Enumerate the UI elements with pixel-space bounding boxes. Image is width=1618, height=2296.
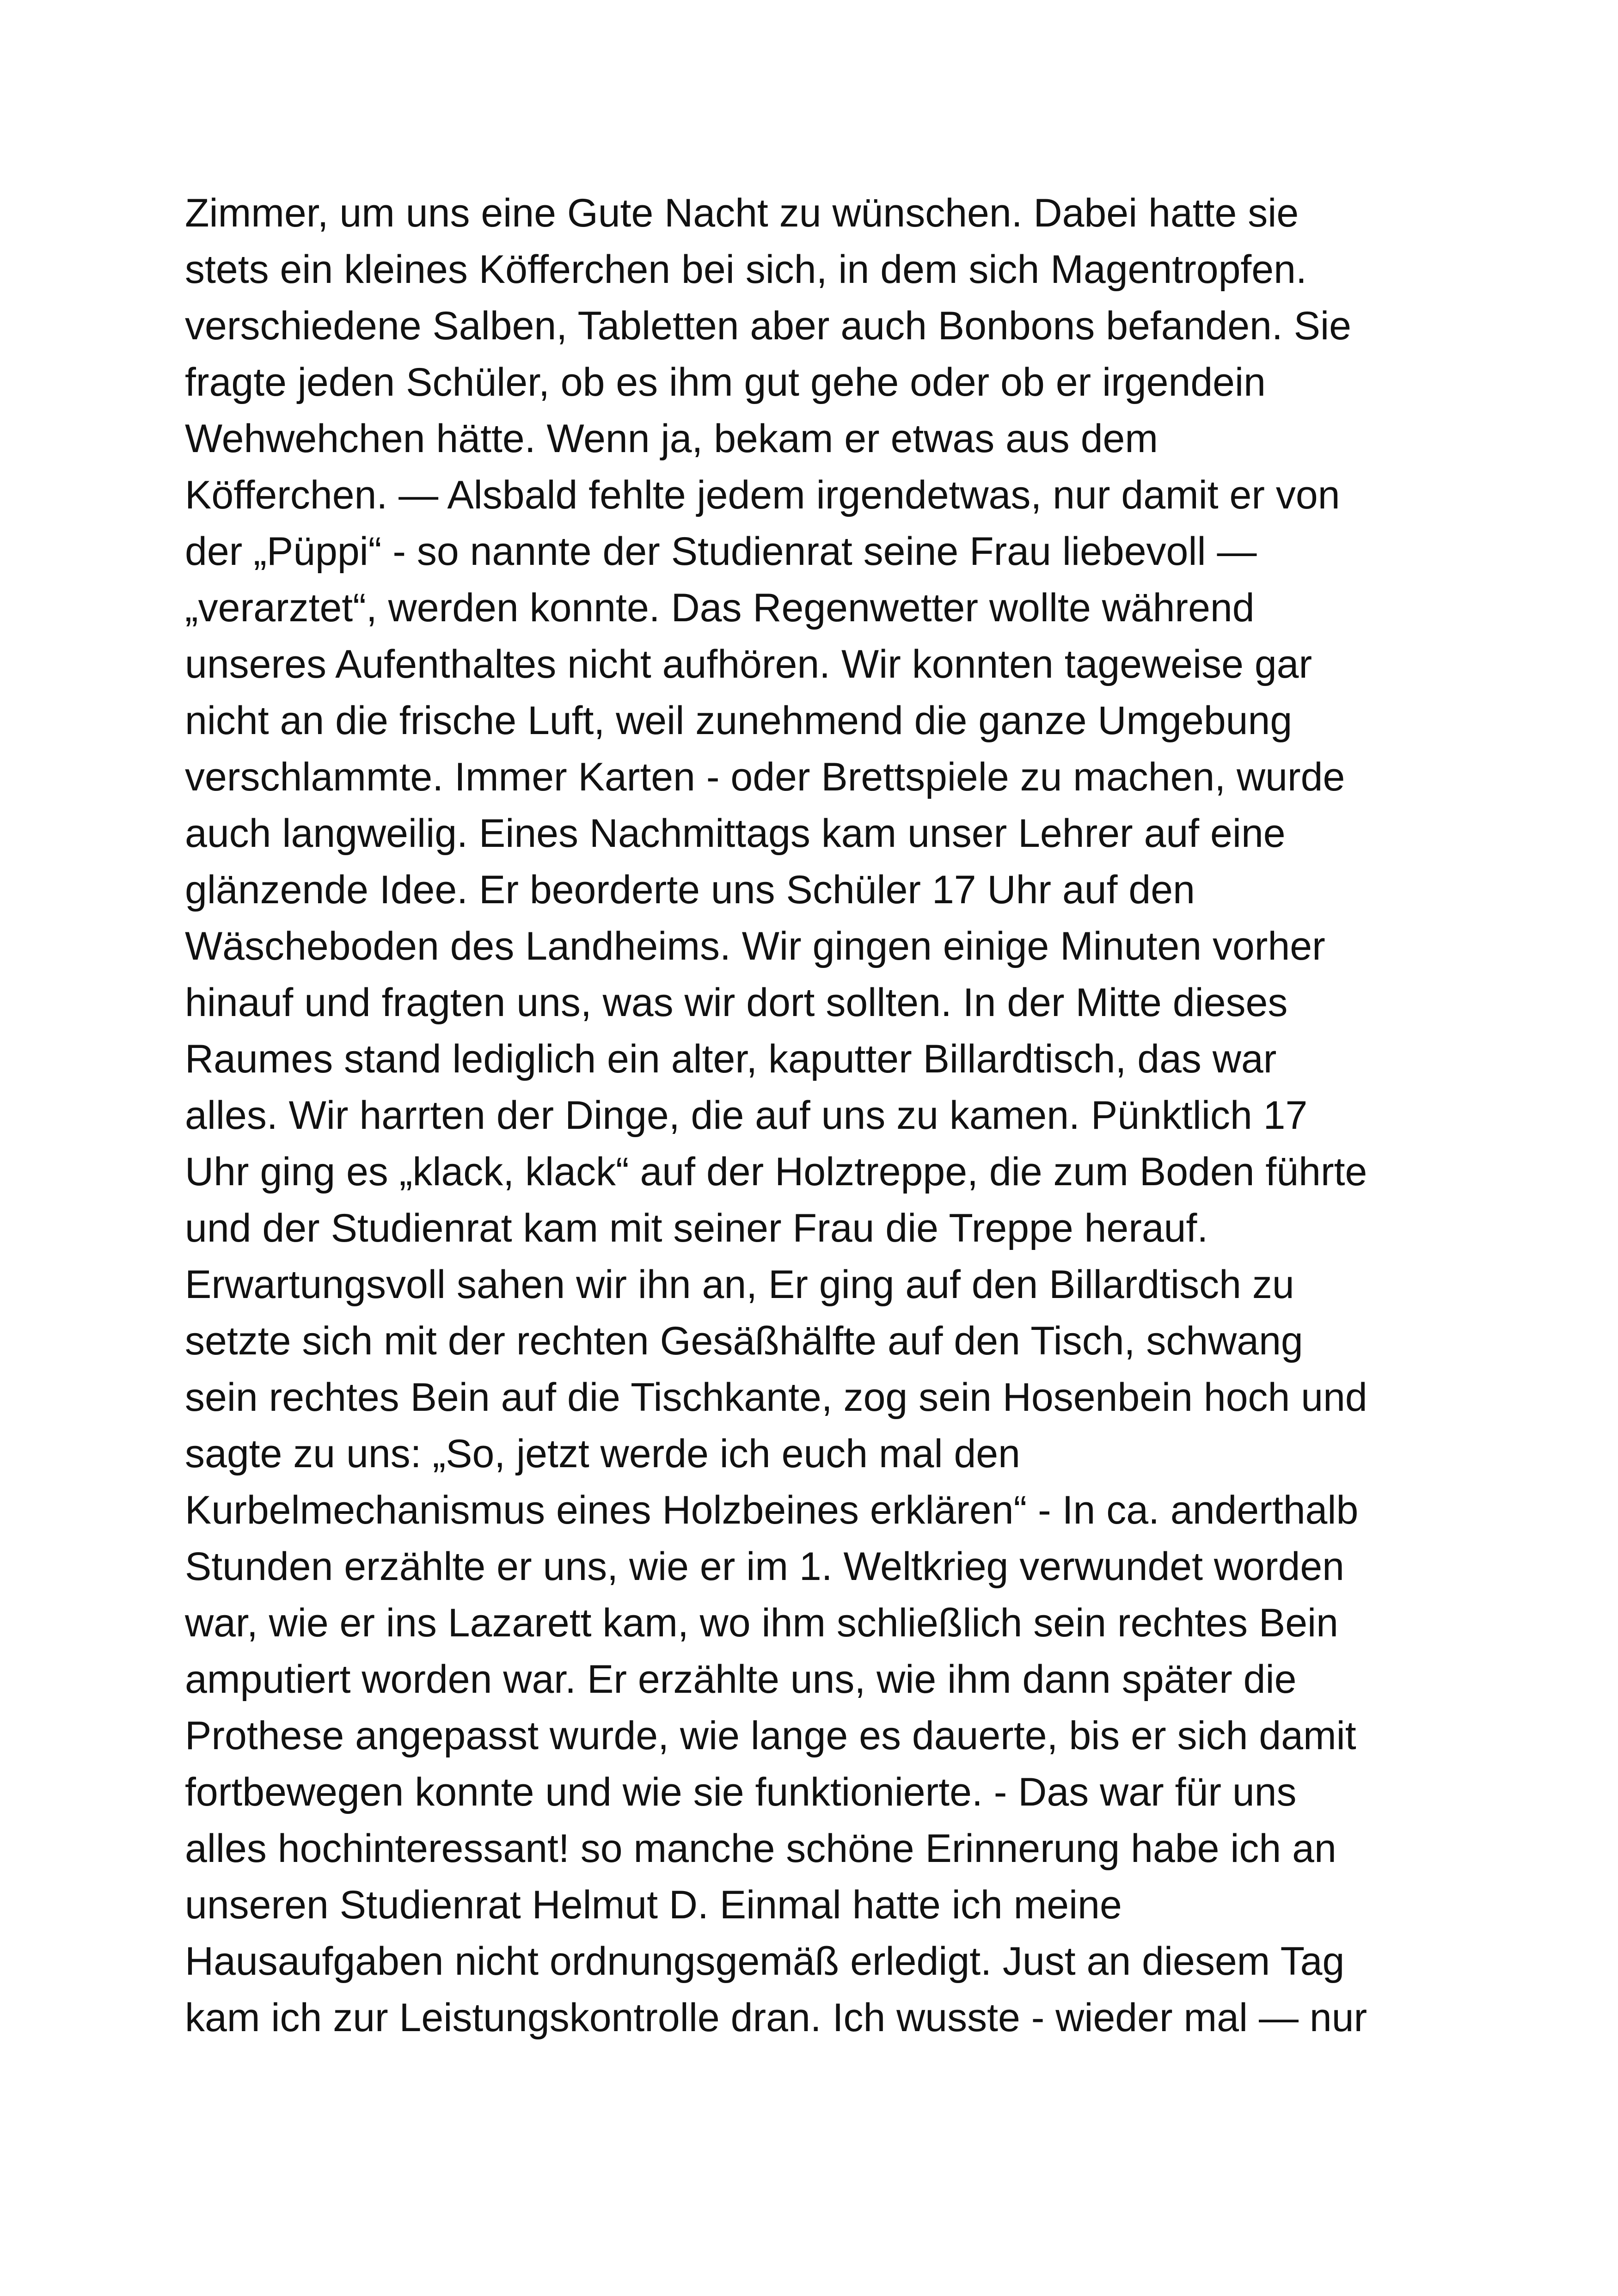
text-line-19: und der Studienrat kam mit seiner Frau die Treppe herauf.	[185, 1206, 1208, 1250]
text-line-1: Zimmer, um uns eine Gute Nacht zu wünschen. Dabei hatte sie	[185, 191, 1299, 235]
body-text	[185, 185, 1479, 2046]
text-line-24: Kurbelmechanismus eines Holzbeines erklären“ - In ca. anderthalb	[185, 1488, 1359, 1532]
text-line-28: Prothese angepasst wurde, wie lange es dauerte, bis er sich damit	[185, 1714, 1356, 1758]
text-line-8: „verarztet“, werden konnte. Das Regenwetter wollte während	[185, 586, 1255, 630]
text-line-26: war, wie er ins Lazarett kam, wo ihm schließlich sein rechtes Bein	[185, 1601, 1338, 1645]
text-line-10: nicht an die frische Luft, weil zunehmend die ganze Umgebung	[185, 698, 1293, 743]
text-line-15: hinauf und fragten uns, was wir dort sollten. In der Mitte dieses	[185, 980, 1288, 1025]
text-line-5: Wehwehchen hätte. Wenn ja, bekam er etwas aus dem	[185, 416, 1158, 461]
text-line-14: Wäscheboden des Landheims. Wir gingen einige Minuten vorher	[185, 924, 1325, 968]
text-line-6: Köfferchen. — Alsbald fehlte jedem irgendetwas, nur damit er von	[185, 473, 1340, 517]
text-line-27: amputiert worden war. Er erzählte uns, wie ihm dann später die	[185, 1657, 1297, 1702]
text-line-12: auch langweilig. Eines Nachmittags kam unser Lehrer auf eine	[185, 811, 1286, 856]
text-line-18: Uhr ging es „klack, klack“ auf der Holztreppe, die zum Boden führte	[185, 1150, 1367, 1194]
text-line-17: alles. Wir harrten der Dinge, die auf uns zu kamen. Pünktlich 17	[185, 1093, 1308, 1138]
text-line-20: Erwartungsvoll sahen wir ihn an, Er ging auf den Billardtisch zu	[185, 1262, 1294, 1307]
text-line-29: fortbewegen konnte und wie sie funktionierte. - Das war für uns	[185, 1770, 1297, 1814]
text-line-2: stets ein kleines Köfferchen bei sich, in dem sich Magentropfen.	[185, 247, 1307, 292]
text-line-13: glänzende Idee. Er beorderte uns Schüler 17 Uhr auf den	[185, 868, 1195, 912]
text-line-33: kam ich zur Leistungskontrolle dran. Ich wusste - wieder mal — nur	[185, 1996, 1367, 2040]
text-line-23: sagte zu uns: „So, jetzt werde ich euch mal den	[185, 1432, 1020, 1476]
text-line-32: Hausaufgaben nicht ordnungsgemäß erledigt. Just an diesem Tag	[185, 1939, 1345, 1984]
text-line-7: der „Püppi“ - so nannte der Studienrat seine Frau liebevoll —	[185, 529, 1257, 574]
text-line-4: fragte jeden Schüler, ob es ihm gut gehe oder ob er irgendein	[185, 360, 1266, 404]
text-line-25: Stunden erzählte er uns, wie er im 1. Weltkrieg verwundet worden	[185, 1544, 1344, 1589]
text-line-21: setzte sich mit der rechten Gesäßhälfte auf den Tisch, schwang	[185, 1319, 1303, 1363]
text-line-9: unseres Aufenthaltes nicht aufhören. Wir konnten tageweise gar	[185, 642, 1312, 686]
text-line-16: Raumes stand lediglich ein alter, kaputter Billardtisch, das war	[185, 1037, 1277, 1081]
text-line-30: alles hochinteressant! so manche schöne Erinnerung habe ich an	[185, 1826, 1336, 1871]
text-line-22: sein rechtes Bein auf die Tischkante, zog sein Hosenbein hoch und	[185, 1375, 1367, 1420]
text-line-11: verschlammte. Immer Karten - oder Brettspiele zu machen, wurde	[185, 755, 1345, 799]
text-line-31: unseren Studienrat Helmut D. Einmal hatte ich meine	[185, 1883, 1122, 1927]
text-line-3: verschiedene Salben, Tabletten aber auch Bonbons befanden. Sie	[185, 304, 1351, 348]
